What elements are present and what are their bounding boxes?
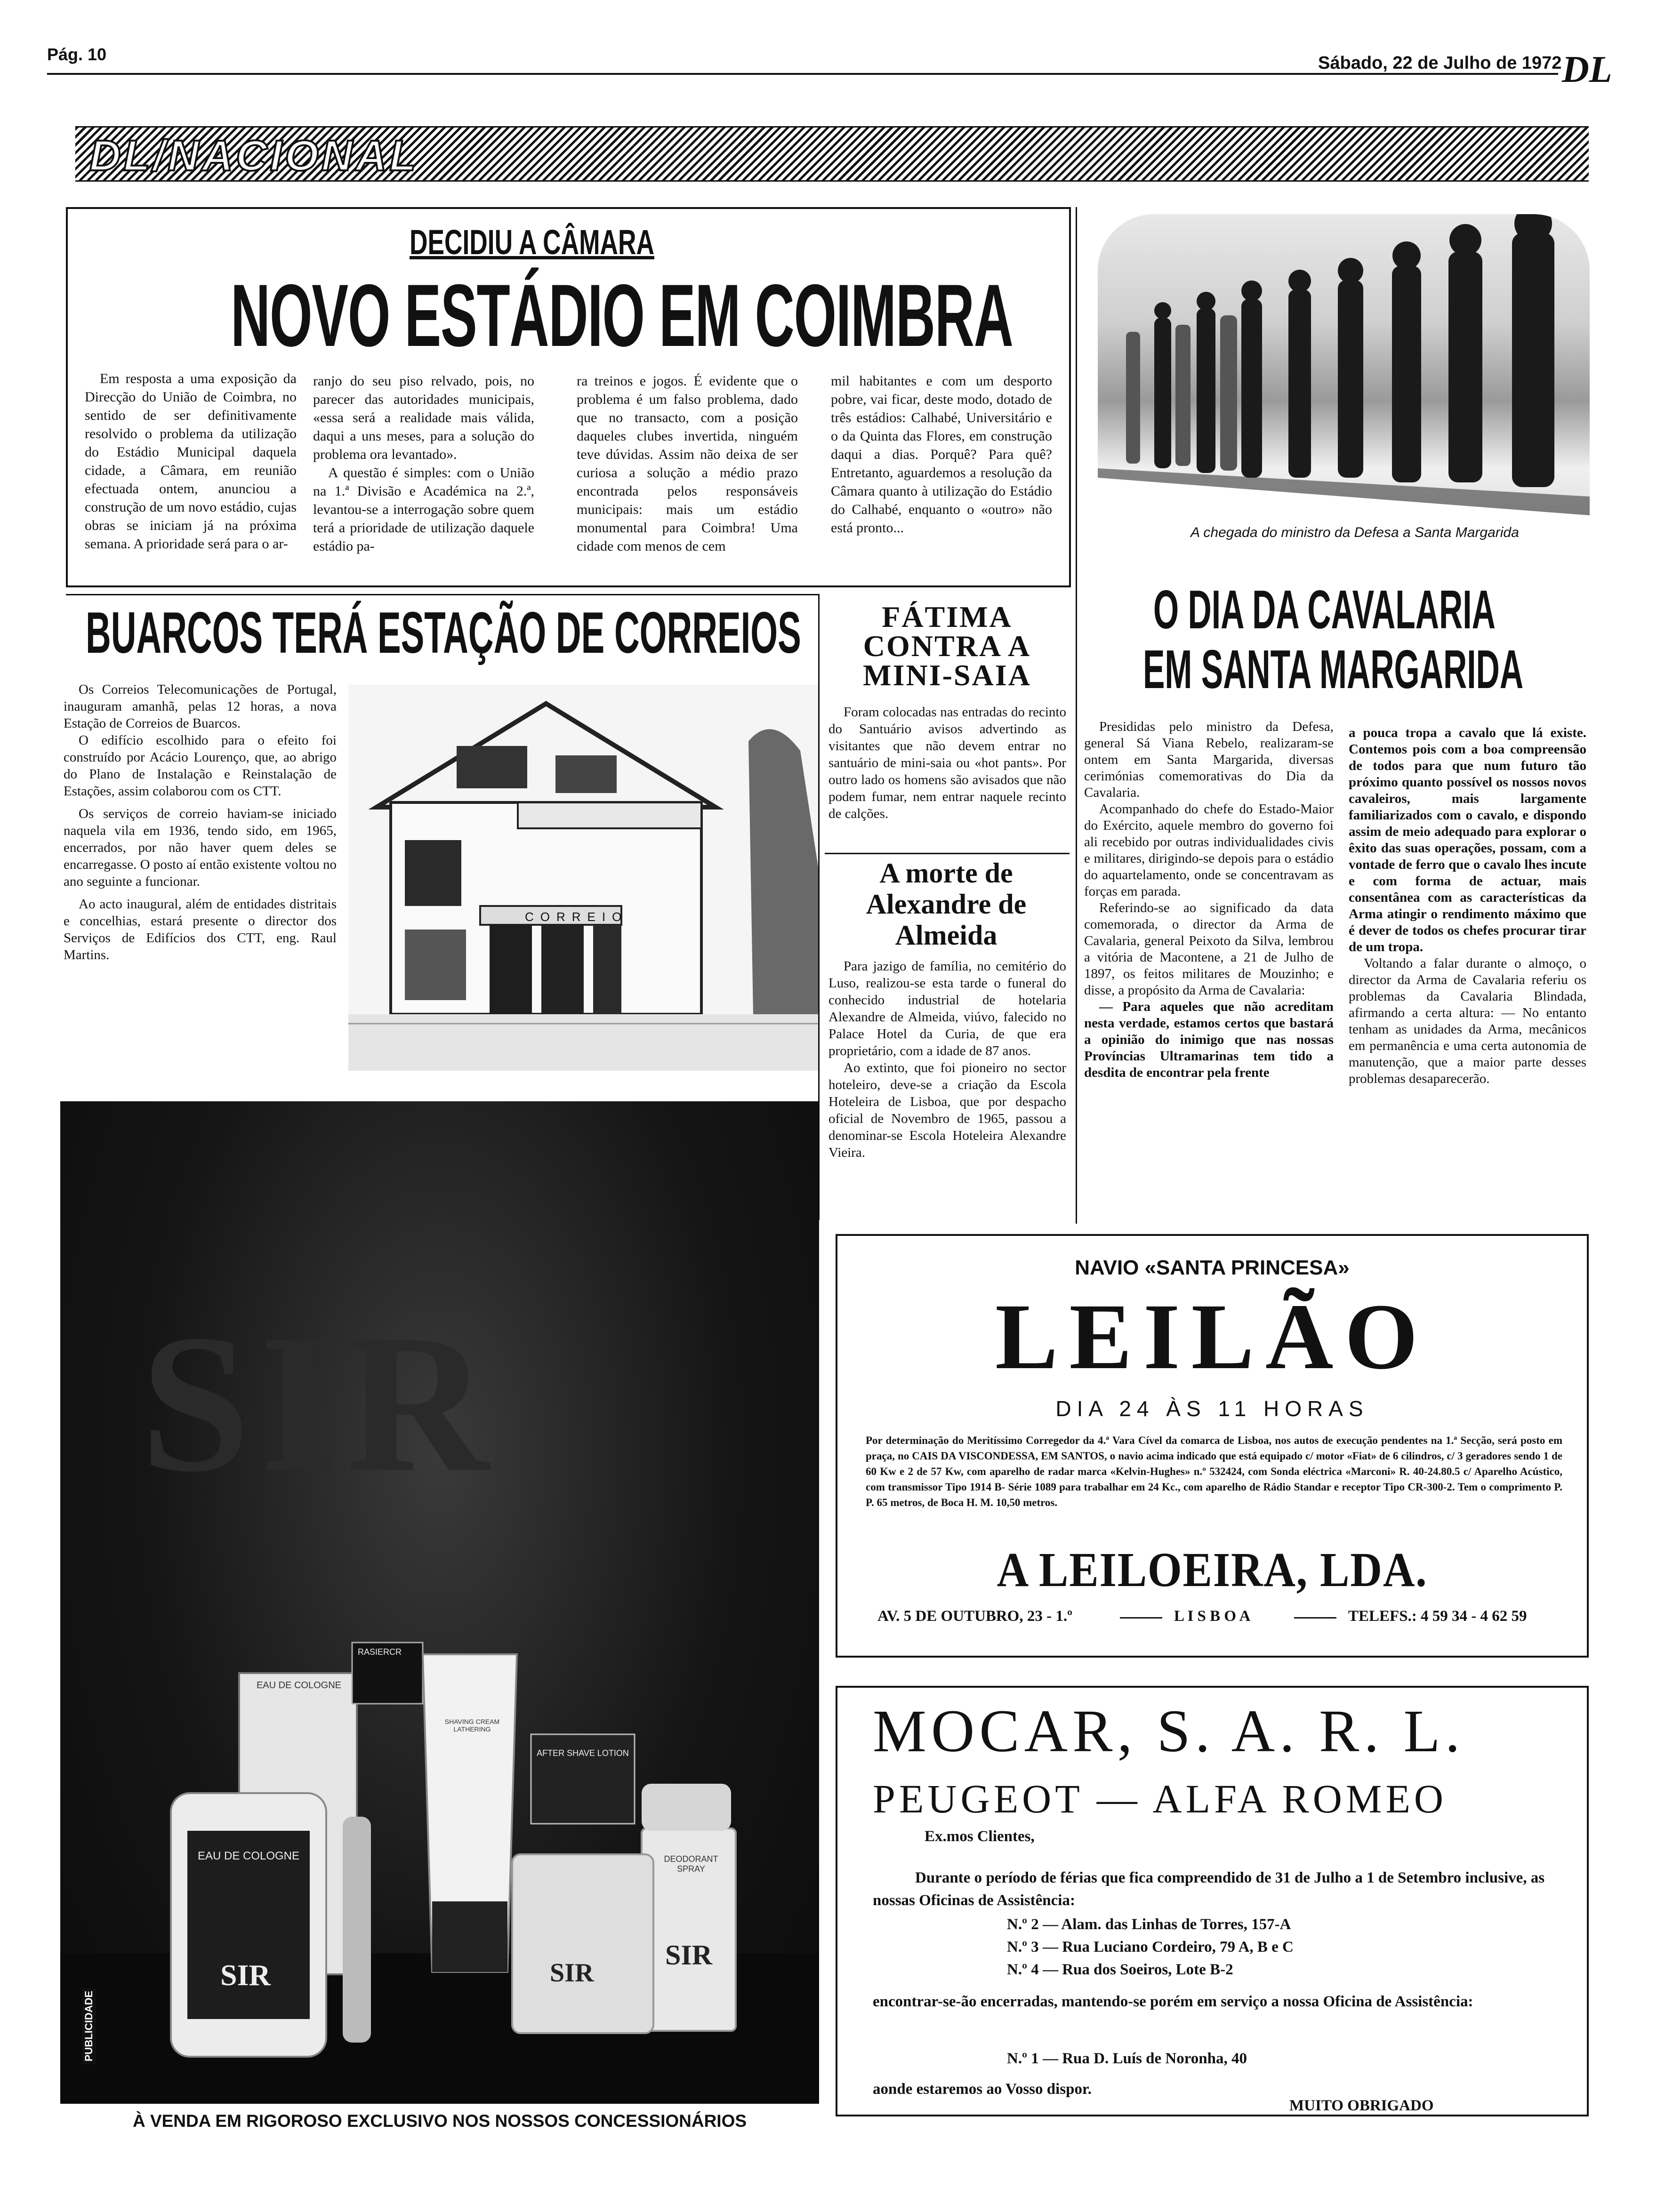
mocar-title: MOCAR, S. A. R. L. [873, 1698, 1465, 1764]
leilao-address: AV. 5 DE OUTUBRO, 23 - 1.º [877, 1608, 1072, 1625]
soldiers-illustration [1098, 214, 1590, 525]
mocar-workshop-2: N.º 2 — Alam. das Linhas de Torres, 157-A [1007, 1916, 1291, 1933]
leilao-dash-2 [1294, 1617, 1336, 1619]
section-title: DL/NACIONAL [89, 132, 419, 180]
leilao-title: LEILÃO [995, 1285, 1430, 1389]
leilao-body: Por determinação do Meritíssimo Corregedor da 4.ª Vara Cível da comarca de Lisboa, nos autos de execução pendentes na 1.ª Secção, será posto em praça, no CAIS DA VISCONDESSA, EM SANTOS, o navio acima indicado que está equipado c/ motor «Fiat» de 6 cilindros, c/ 3 geradores sendo 1 de 60 Kw e 2 de 57 Kw, com aparelho de radar marca «Kelvin-Hughes» n.º 532424, com Sonda eléctrica «Marconi» R. 40-24.80.5 c/ Aparelho Acústico, com transmissor Tipo 1914 B- Série 1089 para trabalhar em 24 Kc., com aparelho de Rádio Standar e receptor Tipo CR-300-2. Tem o comprimento P. P. 65 metros, de Boca H. M. 10,50 metros. [866, 1435, 1562, 1508]
mocar-workshop-3: N.º 3 — Rua Luciano Cordeiro, 79 A, B e C [1007, 1939, 1294, 1956]
sir-label-logo-bottle: SIR [220, 1958, 271, 1992]
fatima-headline: FÁTIMA CONTRA A MINI-SAIA [863, 600, 1031, 692]
sir-ad-tagline: À VENDA EM RIGOROSO EXCLUSIVO NOS NOSSOS CONCESSIONÁRIOS [132, 2111, 747, 2131]
mocar-open-workshop: N.º 1 — Rua D. Luís de Noronha, 40 [1007, 2050, 1247, 2067]
logo: DL [1562, 49, 1612, 90]
correios-headline: BUARCOS TERÁ ESTAÇÃO DE CORREIOS [86, 601, 801, 665]
sir-ad [60, 1101, 819, 2104]
sir-label-deodorant: DEODORANT SPRAY [664, 1854, 718, 1874]
almeida-headline: A morte de Alexandre de Almeida [866, 858, 1027, 951]
leilao-ad [836, 1234, 1589, 1658]
sir-label-aftershave-box: AFTER SHAVE LOTION [537, 1748, 629, 1758]
mocar-ad [836, 1686, 1589, 2116]
stadium-col-1: Em resposta a uma exposição da Direcção do União de Coimbra, no sentido de ser definitivamente resolvido o problema da utilização do Estádio Municipal daquela cidade, a Câmara, em reunião efectuada ontem, anunciou a construção de um novo estádio, cujas obras se iniciam já na próxima semana. A prioridade será para o ar- [85, 371, 297, 552]
leilao-phones: TELEFS.: 4 59 34 - 4 62 59 [1348, 1608, 1527, 1625]
post-office-illustration [348, 685, 819, 1071]
section-banner [75, 126, 1589, 182]
mocar-intro: Durante o período de férias que fica compreendido de 31 de Julho a 1 de Setembro inclusive, as nossas Oficinas de Assistência: [873, 1869, 1545, 1909]
fatima-text: Foram colocadas nas entradas do recinto do Santuário avisos advertindo as visitantes que não devem entrar no santuário de mini-saia ou «hot pants». Por outro lado os homens são avisados que não podem fumar, nem entrar naquele recinto de calções. [828, 705, 1066, 821]
leilao-date: DIA 24 ÀS 11 HORAS [1055, 1396, 1369, 1421]
mocar-brands: PEUGEOT — ALFA ROMEO [873, 1776, 1447, 1821]
leilao-city: L I S B O A [1174, 1608, 1251, 1625]
post-office-photo [348, 685, 819, 1071]
leilao-dash-1 [1120, 1617, 1162, 1619]
mocar-closing: aonde estaremos ao Vosso dispor. [873, 2081, 1092, 2098]
mocar-salutation: Ex.mos Clientes, [925, 1828, 1035, 1845]
soldiers-photo [1098, 214, 1590, 525]
correios-top-rule [66, 594, 819, 595]
mocar-middle: encontrar-se-ão encerradas, mantendo-se porém em serviço a nossa Oficina de Assistência: [873, 1993, 1473, 2010]
post-office-sign: CORREIO [525, 910, 628, 924]
mocar-workshop-4: N.º 4 — Rua dos Soeiros, Lote B-2 [1007, 1961, 1233, 1978]
header-rule [47, 73, 1558, 75]
cavalaria-col-1: Presididas pelo ministro da Defesa, general Sá Viana Rebelo, realizaram-se ontem em Santa Margarida, diversas cerimónias comemorativas do Dia da Cavalaria. Acompanhado do chefe do Estado-Maior do Exército, aquele membro do governo foi ali recebido por outras individualidades civis e militares, dirigindo-se depois para o estádio do aquartelamento, onde se concentravam as forças em parada. Referindo-se ao significado da data comemorada, o director da Arma de Cavalaria, general Peixoto da Silva, lembrou a vitória de Macontene, a 21 de Julho de 1897, os feitos militares de Mouzinho; e disse, a propósito da Arma de Cavalaria: — Para aqueles que não acreditam nesta verdade, estamos certos que bastará a opinião do inimigo que nas nossas Províncias Ultramarinas tem tido a desdita de encontrar pela frente [1084, 719, 1334, 1080]
sir-label-shaving: SHAVING CREAM LATHERING [444, 1718, 500, 1733]
cavalaria-col-2: a pouca tropa a cavalo que lá existe. Contemos pois com a boa compreensão de todos para que num futuro tão próximo quanto possível os nossos novos cavaleiros, mais largamente familiarizados com o cavalo, e dispondo assim de meio adequado para explorar o êxito das suas operações, possam, com a vontade de ferro que o cavalo lhes incute e com forma de actuar, mais consentânea com as características da Arma atingir o rendimento máximo que é dever de todos os chefes procurar tirar de um tropa. Voltando a falar durante o almoço, o director da Arma de Cavalaria referiu os problemas da Cavalaria Blindada, afirmando a certa altura: — No entanto tenham as unidades da Arma, mecânicos em permanência e uma certa autonomia de manutenção, que a maior parte desses problemas desaparecerão. [1349, 725, 1586, 1086]
sir-label-logo-deodorant: SIR [665, 1940, 713, 1971]
separator-right [1076, 207, 1077, 1224]
mocar-thanks: MUITO OBRIGADO [1289, 2097, 1434, 2114]
stadium-col-4: mil habitantes e com um desporto pobre, vai ficar, deste modo, dotado de três estádios: Calhabé, Universitário e o da Quinta das Flores, em construção daqui a dias. Porquê? Para quê? Entretanto, aguardemos a resolução da Câmara quanto à utilização do Estádio do Calhabé, enquanto o «outro» não está pronto... [831, 373, 1052, 536]
stadium-kicker: DECIDIU A CÂMARA [410, 223, 654, 262]
sir-label-logo-aftershave: SIR [550, 1958, 594, 1988]
leilao-company: A LEILOEIRA, LDA. [997, 1543, 1428, 1597]
sir-label-cologne-box: EAU DE COLOGNE [256, 1680, 342, 1691]
correios-text: Os Correios Telecomunicações de Portugal, inauguram amanhã, pelas 12 horas, a nova Estação de Correios de Buarcos. O edifício escolhido para o efeito foi construído por Acácio Lourenço, que, ao abrigo do Plano de Instalação e Reinstalação de Estações, assim colaborou com os CTT. Os serviços de correio haviam-se iniciado naquela vila em 1936, tendo sido, em 1965, encerrados, por não haver quem deles se encarregasse. O posto aí então existente voltou no ano seguinte a funcionar. Ao acto inaugural, além de entidades distritais e concelhias, estará presente o director dos Serviços de Edifícios dos CTT, eng. Raul Martins. [64, 682, 337, 962]
sir-label-rasiercr: RASIERCR [358, 1647, 402, 1657]
stadium-headline: NOVO ESTÁDIO EM COIMBRA [231, 266, 1013, 365]
page-number: Pág. 10 [47, 45, 107, 64]
fatima-rule [825, 853, 1070, 854]
almeida-text: Para jazigo de família, no cemitério do Luso, realizou-se esta tarde o funeral do conhecido industrial de hotelaria Alexandre de Almeida, viúvo, falecido no Palace Hotel da Curia, de que era proprietário, com a idade de 87 anos. Ao extinto, que foi pioneiro no sector hoteleiro, deve-se a criação da Escola Hoteleira de Lisboa, que por despacho oficial de Novembro de 1965, passou a denominar-se Escola Hoteleira Alexandre Vieira. [828, 959, 1066, 1160]
page-date: Sábado, 22 de Julho de 1972 [1318, 53, 1562, 73]
cavalaria-headline-1: O DIA DA CAVALARIA [1153, 579, 1496, 640]
sir-ghost-text: SIR [140, 1294, 499, 1513]
leilao-kicker: NAVIO «SANTA PRINCESA» [1075, 1256, 1350, 1279]
stadium-col-3: ra treinos e jogos. É evidente que o problema é um falso problema, dado que no transacto, com a posição daqueles clubes invertida, ninguém teve dúvidas. Assim não deixa de ser curiosa a solução a médio prazo encontrada pelos responsáveis municipais: mais um estádio monumental para Coimbra! Uma cidade com menos de cem [577, 373, 798, 554]
soldiers-photo-caption: A chegada do ministro da Defesa a Santa Margarida [1190, 525, 1519, 540]
sir-label-cologne-bottle: EAU DE COLOGNE [197, 1850, 300, 1862]
stadium-col-2: ranjo do seu piso relvado, pois, no parecer das autoridades municipais, «essa será a realidade mais válida, daqui a uns meses, para a solução do problema ora levantado». A questão é simples: com o União na 1.ª Divisão e Académica na 2.ª, levantou-se a interrogação sobre quem terá a prioridade de utilização daquele estádio pa- [313, 373, 534, 554]
sir-side-label: PUBLICIDADE [82, 1988, 96, 2064]
cavalaria-headline-2: EM SANTA MARGARIDA [1143, 639, 1524, 700]
